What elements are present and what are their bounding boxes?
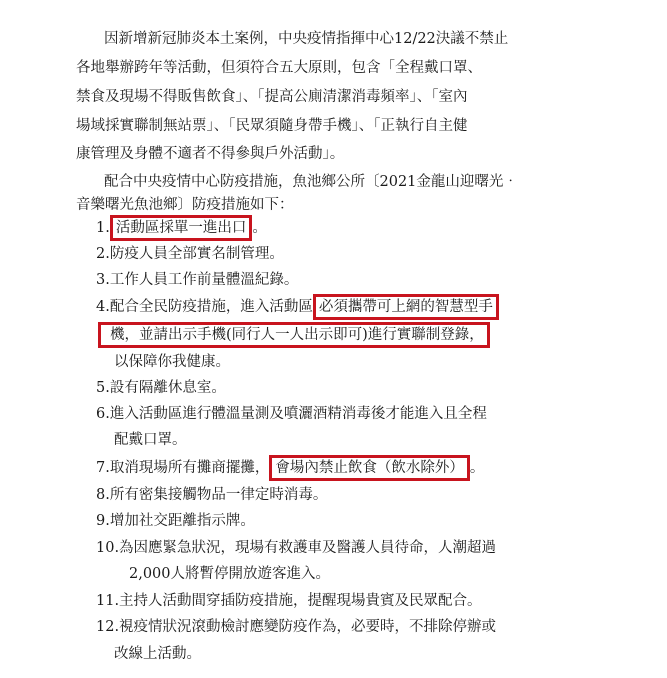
item-1 — [96, 216, 267, 240]
intro-line-1: 因新增新冠肺炎本土案例，中央疫情指揮中心12/22決議不禁止 — [104, 31, 509, 47]
intro2-line-1: 配合中央疫情中心防疫措施，魚池鄉公所〔2021金龍山迎曙光‧ — [104, 174, 518, 190]
item-4-line-2 — [110, 323, 490, 347]
intro-line-2: 各地舉辦跨年等活動，但須符合五大原則，包含「全程戴口罩、 — [76, 60, 482, 76]
item-4-rest: 進行實聯制登錄， — [367, 327, 484, 343]
item-10-line-1: 10.為因應緊急狀況，現場有救護車及醫護人員待命，人潮超過 — [96, 540, 497, 556]
item-12-line-2: 改線上活動。 — [114, 646, 201, 662]
item-3: 3.工作人員工作前量體溫紀錄。 — [96, 272, 299, 288]
item-5: 5.設有隔離休息室。 — [96, 380, 226, 396]
item-4-highlight-1: 必須攜帶可上網的智慧型手 — [313, 294, 499, 320]
item-2: 2.防疫人員全部實名制管理。 — [96, 246, 284, 262]
item-11: 11.主持人活動間穿插防疫措施，提醒現場貴賓及民眾配合。 — [96, 593, 482, 609]
item-4-prefix: 4.配合全民防疫措施，進入活動區 — [96, 299, 313, 315]
item-6-line-1: 6.進入活動區進行體溫量測及噴灑酒精消毒後才能進入且全程 — [96, 406, 487, 422]
intro-line-4: 場域採實聯制無站票」、「民眾須隨身帶手機」、「正執行自主健 — [76, 118, 468, 134]
intro2-line-2: 音樂曙光魚池鄉〕防疫措施如下： — [76, 197, 294, 213]
item-7-rest: 。 — [469, 460, 485, 476]
item-4-line-3: 以保障你我健康。 — [114, 354, 230, 370]
item-8: 8.所有密集接觸物品一律定時消毒。 — [96, 487, 328, 503]
item-7 — [96, 456, 484, 480]
item-4-highlight-2 — [98, 322, 490, 348]
item-7-highlight: 會場內禁止飲食（飲水除外） — [269, 455, 470, 481]
item-10-line-2: 2,000人將暫停開放遊客進入。 — [129, 566, 331, 582]
item-4-highlight-2-text: 機，並請出示手機(同行人一人出示即可) — [110, 327, 368, 343]
item-4-line-1 — [96, 295, 499, 319]
item-1-highlight: 活動區採單一進出口 — [110, 215, 253, 241]
item-9: 9.增加社交距離指示牌。 — [96, 513, 255, 529]
intro-line-5: 康管理及身體不適者不得參與戶外活動」。 — [76, 146, 345, 162]
item-6-line-2: 配戴口罩。 — [114, 432, 187, 448]
item-1-number: 1. — [96, 220, 110, 236]
item-1-rest: 。 — [252, 220, 267, 236]
item-12-line-1: 12.視疫情狀況滾動檢討應變防疫作為，必要時，不排除停辦或 — [96, 619, 497, 635]
intro-line-3: 禁食及現場不得販售飲食」、「提高公廁清潔消毒頻率」、「室內 — [76, 89, 468, 105]
item-7-prefix: 7.取消現場所有攤商擺攤， — [96, 460, 270, 476]
